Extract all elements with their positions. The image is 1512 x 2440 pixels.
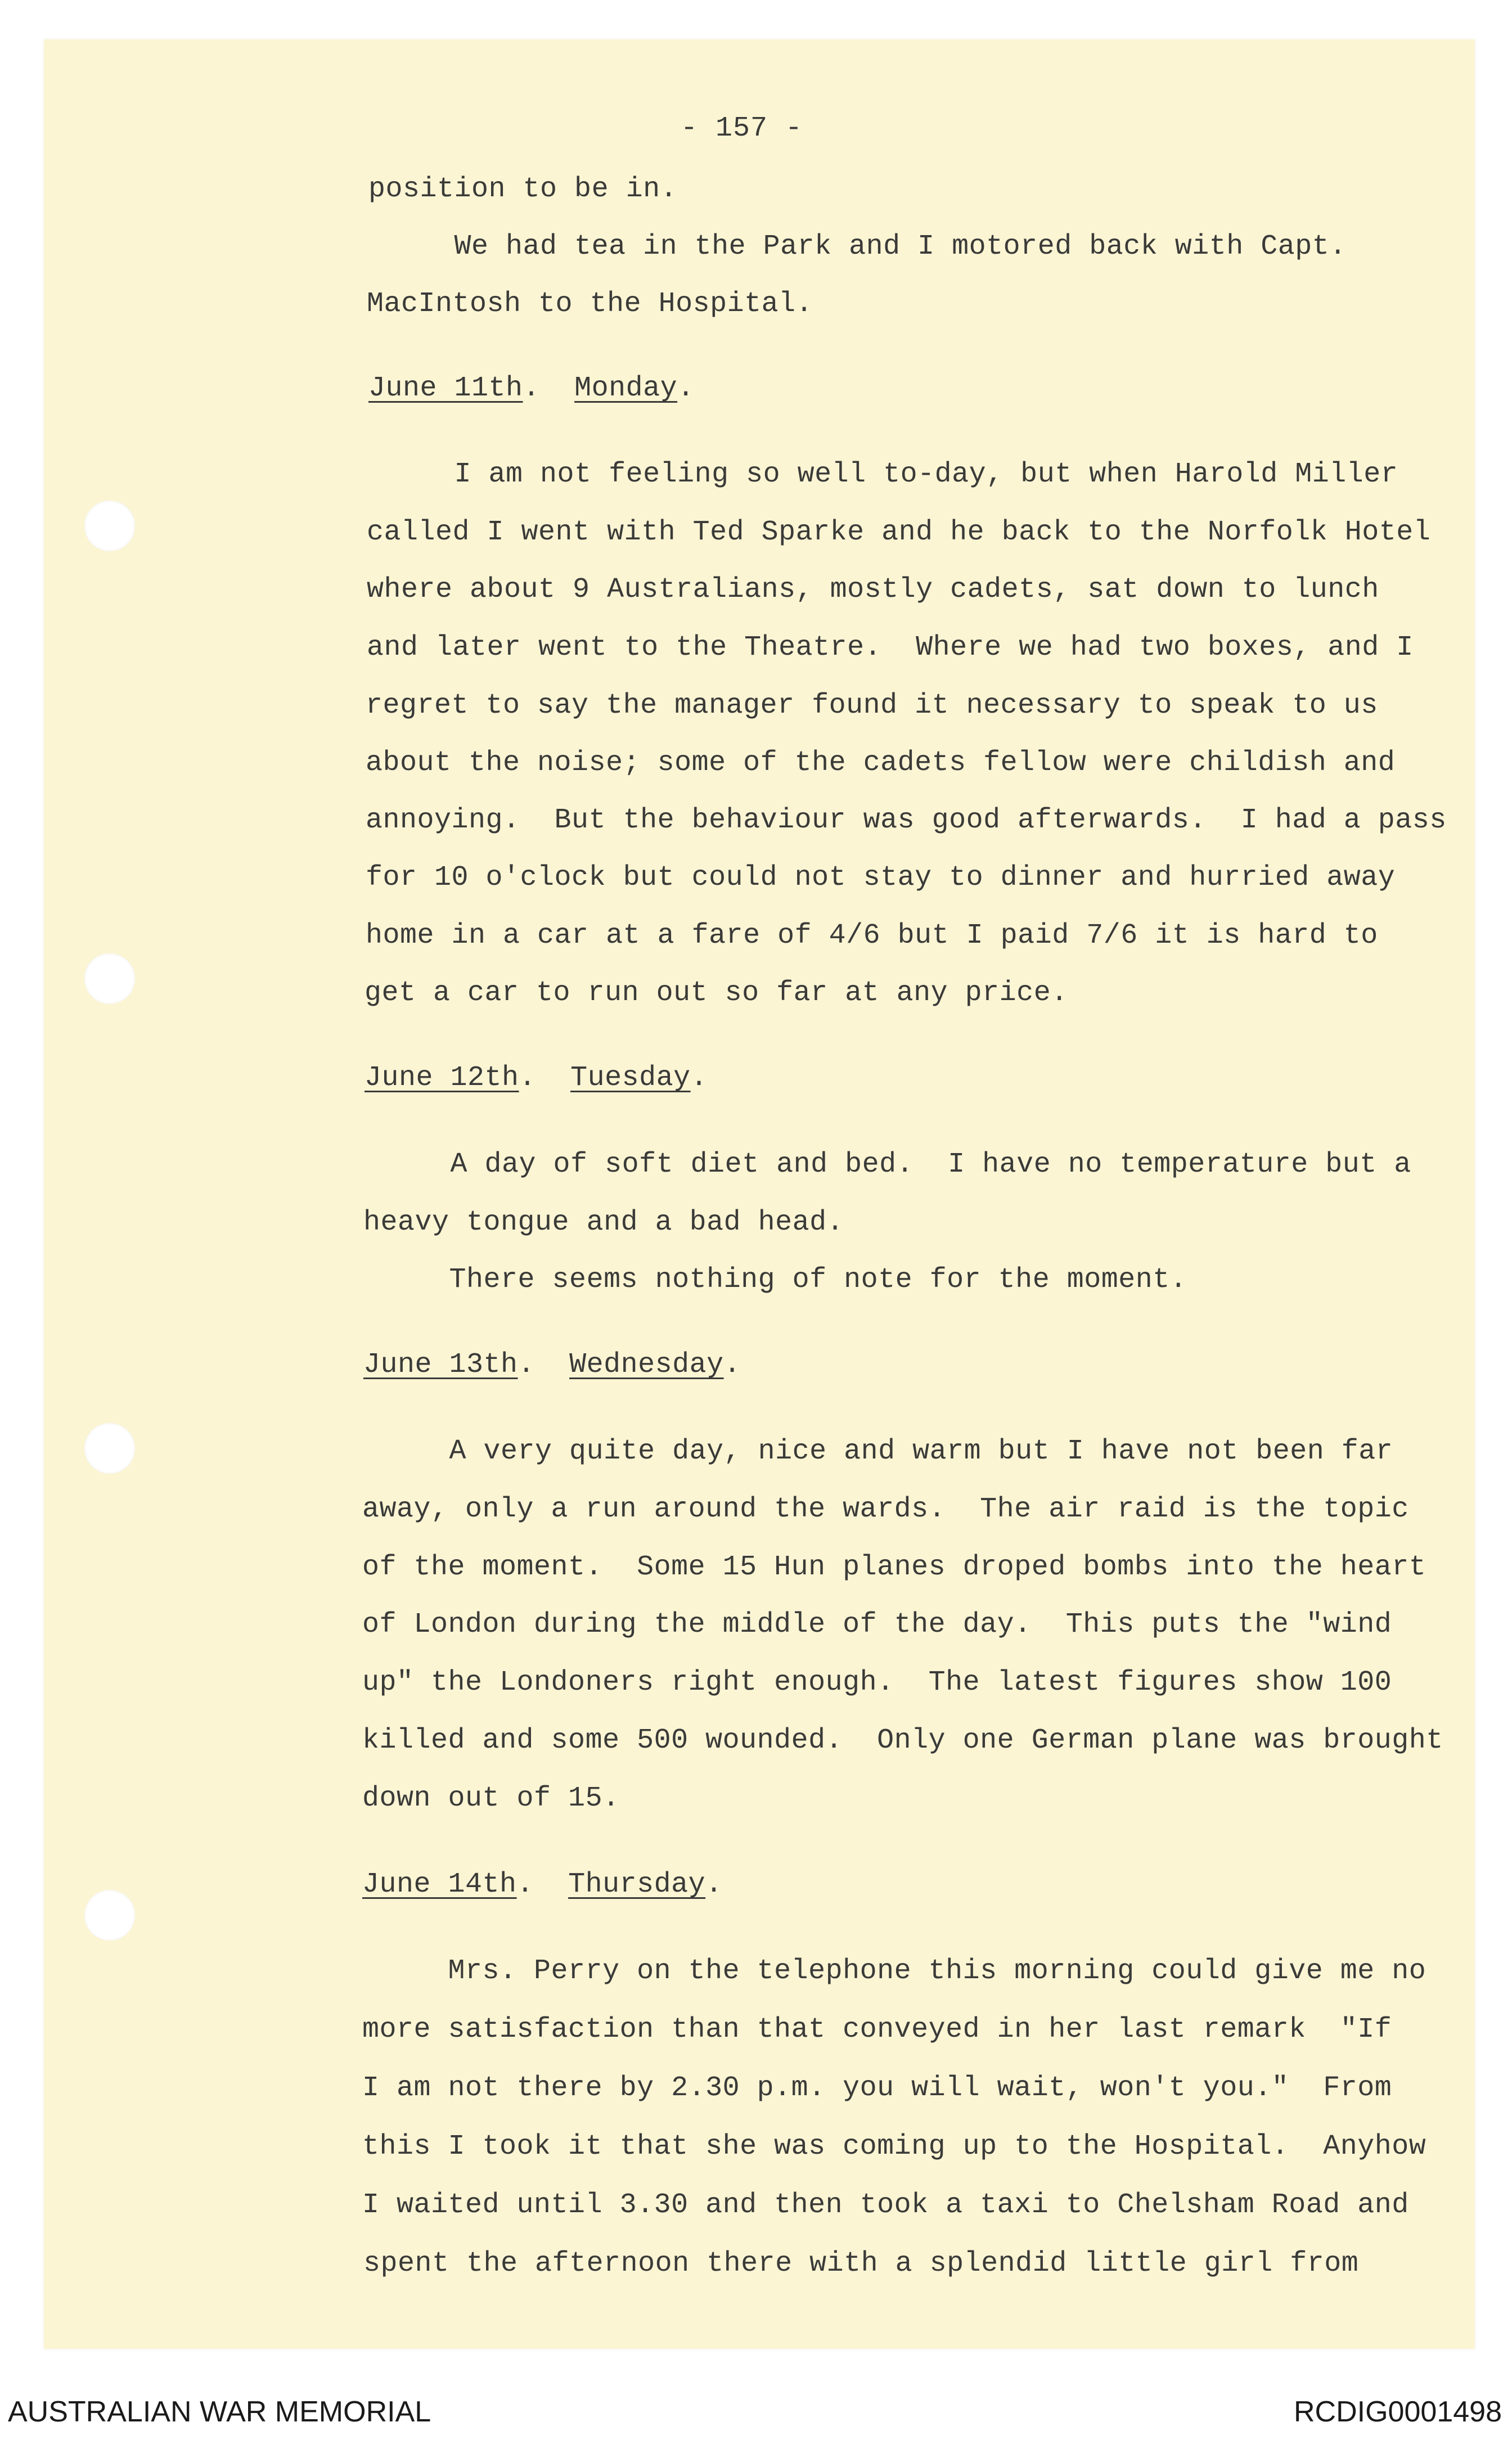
text-line: We had tea in the Park and I motored back with Capt. — [368, 231, 1347, 263]
text-line: Mrs. Perry on the telephone this morning could give me no — [362, 1955, 1426, 1987]
text-line: There seems nothing of note for the moment. — [363, 1264, 1187, 1296]
text-line: where about 9 Australians, mostly cadets, sat down to lunch — [367, 574, 1379, 606]
punch-hole — [84, 953, 135, 1004]
text-line: I am not feeling so well to-day, but when Harold Miller — [368, 458, 1398, 490]
entry-day: Wednesday — [569, 1349, 724, 1381]
entry-heading: June 14th. Thursday. — [362, 1869, 723, 1901]
entry-day: Tuesday — [570, 1062, 691, 1094]
text-line: home in a car at a fare of 4/6 but I paid 7/6 it is hard to — [366, 920, 1378, 952]
footer-institution: AUSTRALIAN WAR MEMORIAL — [8, 2396, 431, 2428]
text-line: called I went with Ted Sparke and he back to the Norfolk Hotel — [367, 516, 1431, 548]
entry-heading: June 13th. Wednesday. — [363, 1349, 741, 1381]
entry-day: Thursday — [568, 1869, 706, 1901]
entry-heading: June 11th. Monday. — [368, 372, 695, 404]
text-line: heavy tongue and a bad head. — [363, 1207, 844, 1239]
entry-heading: June 12th. Tuesday. — [364, 1062, 708, 1094]
document-page — [44, 39, 1475, 2349]
text-line: spent the afternoon there with a splendid little girl from — [363, 2248, 1359, 2280]
text-line: of London during the middle of the day. This puts the "wind — [362, 1609, 1392, 1641]
footer-record-id: RCDIG0001498 — [1294, 2396, 1502, 2428]
entry-day: Monday — [574, 372, 678, 404]
punch-hole — [84, 1890, 135, 1941]
text-line: MacIntosh to the Hospital. — [367, 288, 813, 320]
entry-date: June 14th — [362, 1869, 517, 1901]
text-line: down out of 15. — [362, 1782, 620, 1815]
text-line: A very quite day, nice and warm but I have not been far — [363, 1435, 1393, 1467]
text-line: regret to say the manager found it necessary to speak to us — [366, 690, 1378, 722]
entry-date: June 11th — [368, 372, 523, 404]
text-line: annoying. But the behaviour was good afterwards. I had a pass — [366, 804, 1447, 836]
text-line: I waited until 3.30 and then took a taxi to Chelsham Road and — [362, 2189, 1409, 2221]
text-line: of the moment. Some 15 Hun planes droped bombs into the heart — [362, 1551, 1426, 1583]
text-line: more satisfaction than that conveyed in her last remark "If — [362, 2014, 1392, 2046]
page-number: - 157 - — [681, 112, 803, 145]
text-line: position to be in. — [368, 173, 678, 205]
text-line: I am not there by 2.30 p.m. you will wait, won't you." From — [362, 2072, 1392, 2104]
entry-date: June 13th — [363, 1349, 518, 1381]
text-line: for 10 o'clock but could not stay to dinner and hurried away — [366, 862, 1396, 894]
text-line: up" the Londoners right enough. The latest figures show 100 — [362, 1667, 1392, 1699]
text-line: away, only a run around the wards. The air raid is the topic — [362, 1493, 1409, 1525]
text-line: and later went to the Theatre. Where we had two boxes, and I — [367, 632, 1414, 664]
text-line: this I took it that she was coming up to the Hospital. Anyhow — [362, 2131, 1426, 2163]
text-line: killed and some 500 wounded. Only one German plane was brought — [362, 1725, 1443, 1757]
punch-hole — [84, 501, 135, 551]
punch-hole — [84, 1423, 135, 1474]
text-line: about the noise; some of the cadets fellow were childish and — [366, 747, 1396, 779]
text-line: A day of soft diet and bed. I have no temperature but a — [364, 1149, 1411, 1181]
entry-date: June 12th — [364, 1062, 519, 1094]
text-line: get a car to run out so far at any price. — [364, 977, 1068, 1009]
